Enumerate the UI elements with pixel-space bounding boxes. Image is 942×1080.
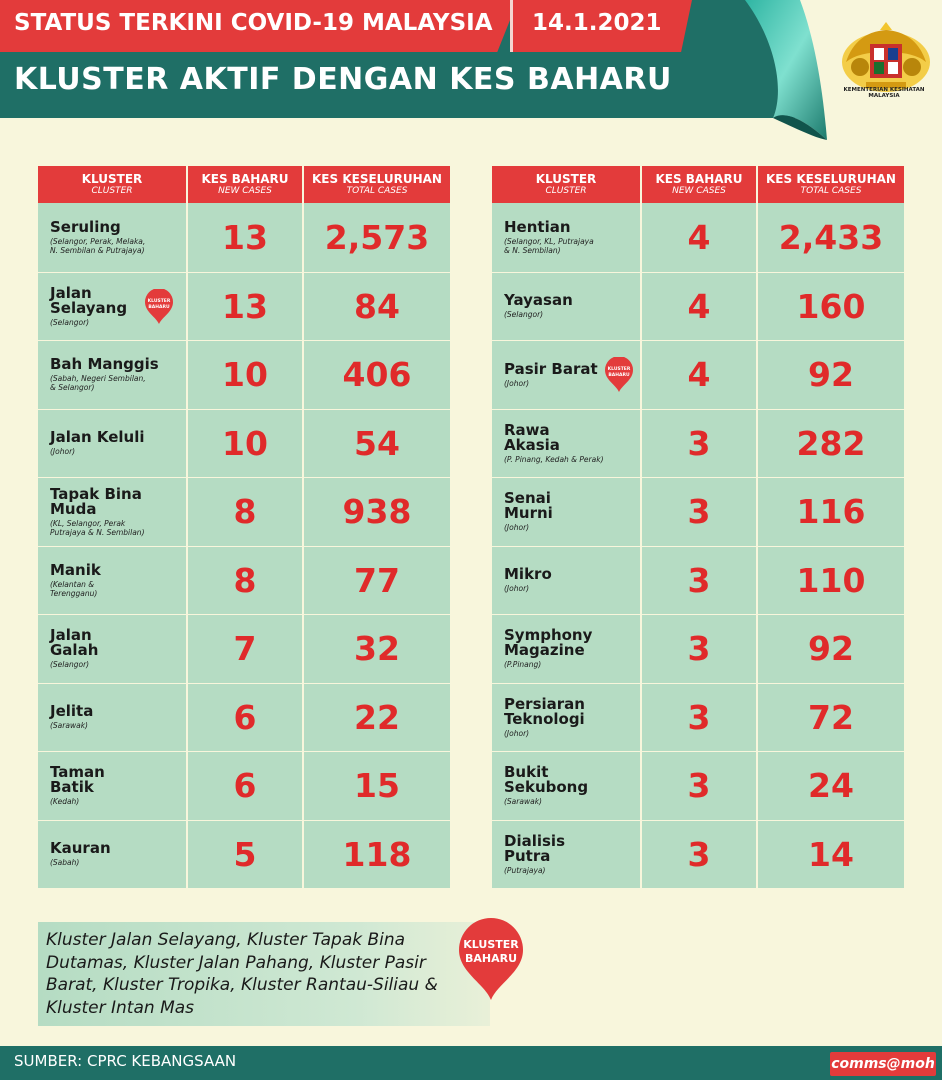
cluster-location: (Johor) <box>504 728 530 738</box>
total-cases-value: 32 <box>304 615 450 683</box>
new-cases-value: 7 <box>188 615 304 683</box>
cluster-info <box>504 293 573 319</box>
column-header-cluster: KLUSTER CLUSTER <box>38 166 188 203</box>
total-cases-value: 14 <box>758 821 904 889</box>
total-cases-value: 84 <box>304 273 450 341</box>
new-cases-value: 5 <box>188 821 304 889</box>
table-row <box>38 477 450 546</box>
cluster-cell <box>38 203 188 272</box>
table-row <box>38 546 450 615</box>
table-body <box>38 203 450 888</box>
table-row <box>492 272 904 341</box>
total-cases-value: 160 <box>758 273 904 341</box>
cluster-name: Tapak Bina Muda <box>50 484 142 518</box>
new-cases-value: 4 <box>642 203 758 272</box>
pin-label-line2: BAHARU <box>464 952 518 965</box>
cluster-location: (Selangor) <box>504 310 544 320</box>
total-cases-value: 77 <box>304 547 450 615</box>
cluster-info <box>504 491 553 532</box>
cluster-location: (Sabah, Negeri Sembilan, & Selangor) <box>50 374 146 393</box>
cluster-cell <box>38 752 188 820</box>
cluster-info <box>504 831 565 875</box>
cluster-name: Yayasan <box>504 291 573 310</box>
total-cases-value: 54 <box>304 410 450 478</box>
new-cases-value: 6 <box>188 752 304 820</box>
cluster-info <box>504 567 552 593</box>
column-header-new-cases: KES BAHARU NEW CASES <box>642 166 758 203</box>
new-cases-value: 10 <box>188 410 304 478</box>
cluster-cell <box>38 684 188 752</box>
brand-tag: comms@moh <box>830 1052 936 1076</box>
column-header-cluster: KLUSTER CLUSTER <box>492 166 642 203</box>
total-cases-value: 118 <box>304 821 450 889</box>
cluster-info <box>50 841 111 867</box>
cluster-location: (Putrajaya) <box>504 865 546 875</box>
table-row <box>38 272 450 341</box>
total-cases-value: 938 <box>304 478 450 546</box>
cluster-location: (Selangor) <box>50 660 90 670</box>
column-header-new-cases: KES BAHARU NEW CASES <box>188 166 304 203</box>
new-cases-value: 4 <box>642 341 758 409</box>
cluster-name: Jalan Selayang <box>50 283 128 317</box>
cluster-location: (Selangor) <box>50 317 90 327</box>
new-cases-value: 3 <box>642 547 758 615</box>
cluster-cell <box>38 478 188 546</box>
source-credit: SUMBER: CPRC KEBANGSAAN <box>14 1052 237 1070</box>
cluster-name: Persiaran Teknologi <box>504 694 585 728</box>
new-cases-value: 10 <box>188 341 304 409</box>
ministry-name: KEMENTERIAN KESIHATAN MALAYSIA <box>843 87 925 99</box>
new-cases-value: 3 <box>642 821 758 889</box>
total-cases-value: 92 <box>758 615 904 683</box>
cluster-cell <box>492 821 642 889</box>
new-cases-value: 3 <box>642 478 758 546</box>
cluster-cell <box>38 341 188 409</box>
pin-label-line1: KLUSTER <box>463 938 519 951</box>
cluster-table-left <box>38 166 450 888</box>
cluster-name: Bah Manggis <box>50 355 159 374</box>
table-row <box>492 614 904 683</box>
new-cases-value: 13 <box>188 273 304 341</box>
total-cases-value: 406 <box>304 341 450 409</box>
page-title: STATUS TERKINI COVID-19 MALAYSIA <box>14 10 493 36</box>
cluster-location: (Johor) <box>504 584 530 594</box>
cluster-info <box>50 357 159 392</box>
total-cases-value: 282 <box>758 410 904 478</box>
new-cluster-badge-icon <box>144 289 174 325</box>
badge-label: BAHARU <box>148 304 170 310</box>
total-cases-value: 22 <box>304 684 450 752</box>
cluster-info <box>504 694 585 738</box>
table-row <box>38 683 450 752</box>
table-row <box>492 820 904 889</box>
new-cases-value: 3 <box>642 410 758 478</box>
cluster-location: (Selangor, KL, Putrajaya & N. Sembilan) <box>504 236 594 255</box>
cluster-name: Jalan Galah <box>50 626 99 660</box>
table-row <box>492 203 904 272</box>
new-cases-value: 3 <box>642 615 758 683</box>
page-subtitle: KLUSTER AKTIF DENGAN KES BAHARU <box>14 62 672 97</box>
cluster-cell <box>38 615 188 683</box>
cluster-location: (Johor) <box>50 447 76 457</box>
new-cases-value: 8 <box>188 547 304 615</box>
cluster-info <box>50 217 146 255</box>
cluster-info <box>50 560 101 598</box>
total-cases-value: 2,573 <box>304 203 450 272</box>
cluster-location: (Johor) <box>504 523 530 533</box>
new-clusters-note: Kluster Jalan Selayang, Kluster Tapak Bina Dutamas, Kluster Jalan Pahang, Kluster Pasir Barat, Kluster Tropika, Kluster Rantau-Siliau & Kluster Intan Mas <box>46 930 438 1018</box>
table-body <box>492 203 904 888</box>
cluster-info <box>50 628 98 669</box>
table-row <box>492 409 904 478</box>
cluster-cell <box>38 410 188 478</box>
badge-label: KLUSTER <box>147 298 171 304</box>
cluster-location: (P.Pinang) <box>504 660 542 670</box>
cluster-name: Symphony Magazine <box>504 626 593 660</box>
total-cases-value: 116 <box>758 478 904 546</box>
table-row <box>492 751 904 820</box>
cluster-name: Senai Murni <box>504 489 553 523</box>
cluster-info <box>50 484 145 537</box>
badge-label: BAHARU <box>608 373 630 378</box>
cluster-cell <box>492 203 642 272</box>
cluster-name: Pasir Barat <box>504 359 598 378</box>
column-header-total-cases: KES KESELURUHAN TOTAL CASES <box>304 166 450 203</box>
cluster-info <box>504 359 598 388</box>
table-row <box>492 477 904 546</box>
cluster-cell <box>492 615 642 683</box>
cluster-cell <box>492 752 642 820</box>
cluster-location: (Selangor, Perak, Melaka, N. Sembilan & Putrajaya) <box>50 236 146 255</box>
cluster-name: Rawa Akasia <box>504 420 560 454</box>
column-header-total-cases: KES KESELURUHAN TOTAL CASES <box>758 166 904 203</box>
new-cases-value: 4 <box>642 273 758 341</box>
cluster-name: Taman Batik <box>50 763 105 797</box>
cluster-info <box>504 765 588 806</box>
cluster-location: (Sarawak) <box>504 797 542 807</box>
page-curl-decoration <box>745 0 835 145</box>
new-cases-value: 3 <box>642 752 758 820</box>
cluster-cell <box>492 273 642 341</box>
cluster-location: (Sabah) <box>50 858 80 868</box>
cluster-cell <box>492 478 642 546</box>
badge-label: KLUSTER <box>607 367 631 372</box>
cluster-name: Dialisis Putra <box>504 831 565 865</box>
new-cluster-pin-icon <box>455 918 527 1002</box>
cluster-info <box>504 217 594 255</box>
cluster-name: Jalan Keluli <box>50 428 145 447</box>
cluster-cell <box>492 410 642 478</box>
cluster-info <box>50 283 128 327</box>
cluster-location: (Johor) <box>504 378 530 388</box>
new-cases-value: 13 <box>188 203 304 272</box>
cluster-cell <box>38 547 188 615</box>
cluster-cell <box>38 821 188 889</box>
cluster-cell <box>38 273 188 341</box>
total-cases-value: 72 <box>758 684 904 752</box>
cluster-info <box>50 765 105 806</box>
cluster-cell <box>492 341 642 409</box>
new-cases-value: 3 <box>642 684 758 752</box>
cluster-name: Manik <box>50 560 101 579</box>
cluster-name: Hentian <box>504 217 571 236</box>
table-row <box>38 203 450 272</box>
cluster-info <box>50 704 93 730</box>
cluster-name: Kauran <box>50 839 111 858</box>
new-cluster-badge-icon <box>604 357 634 393</box>
total-cases-value: 24 <box>758 752 904 820</box>
cluster-info <box>504 420 604 464</box>
table-row <box>38 409 450 478</box>
table-row <box>492 340 904 409</box>
table-row <box>38 751 450 820</box>
cluster-cell <box>492 684 642 752</box>
total-cases-value: 92 <box>758 341 904 409</box>
cluster-location: (Kelantan & Terengganu) <box>50 579 98 598</box>
cluster-info <box>504 628 592 669</box>
table-row <box>38 820 450 889</box>
cluster-table-right <box>492 166 904 888</box>
table-row <box>38 614 450 683</box>
total-cases-value: 15 <box>304 752 450 820</box>
total-cases-value: 2,433 <box>758 203 904 272</box>
table-row <box>492 546 904 615</box>
new-cases-value: 8 <box>188 478 304 546</box>
table-header <box>492 166 904 203</box>
report-date: 14.1.2021 <box>532 10 662 36</box>
cluster-location: (KL, Selangor, Perak Putrajaya & N. Sembilan) <box>50 518 145 537</box>
total-cases-value: 110 <box>758 547 904 615</box>
cluster-name: Jelita <box>50 702 94 721</box>
cluster-name: Bukit Sekubong <box>504 763 589 797</box>
new-cases-value: 6 <box>188 684 304 752</box>
cluster-cell <box>492 547 642 615</box>
table-row <box>38 340 450 409</box>
table-header <box>38 166 450 203</box>
table-row <box>492 683 904 752</box>
cluster-location: (Kedah) <box>50 797 80 807</box>
cluster-name: Mikro <box>504 565 552 584</box>
cluster-location: (P. Pinang, Kedah & Perak) <box>504 454 604 464</box>
cluster-info <box>50 430 145 456</box>
cluster-location: (Sarawak) <box>50 721 88 731</box>
cluster-name: Seruling <box>50 217 121 236</box>
